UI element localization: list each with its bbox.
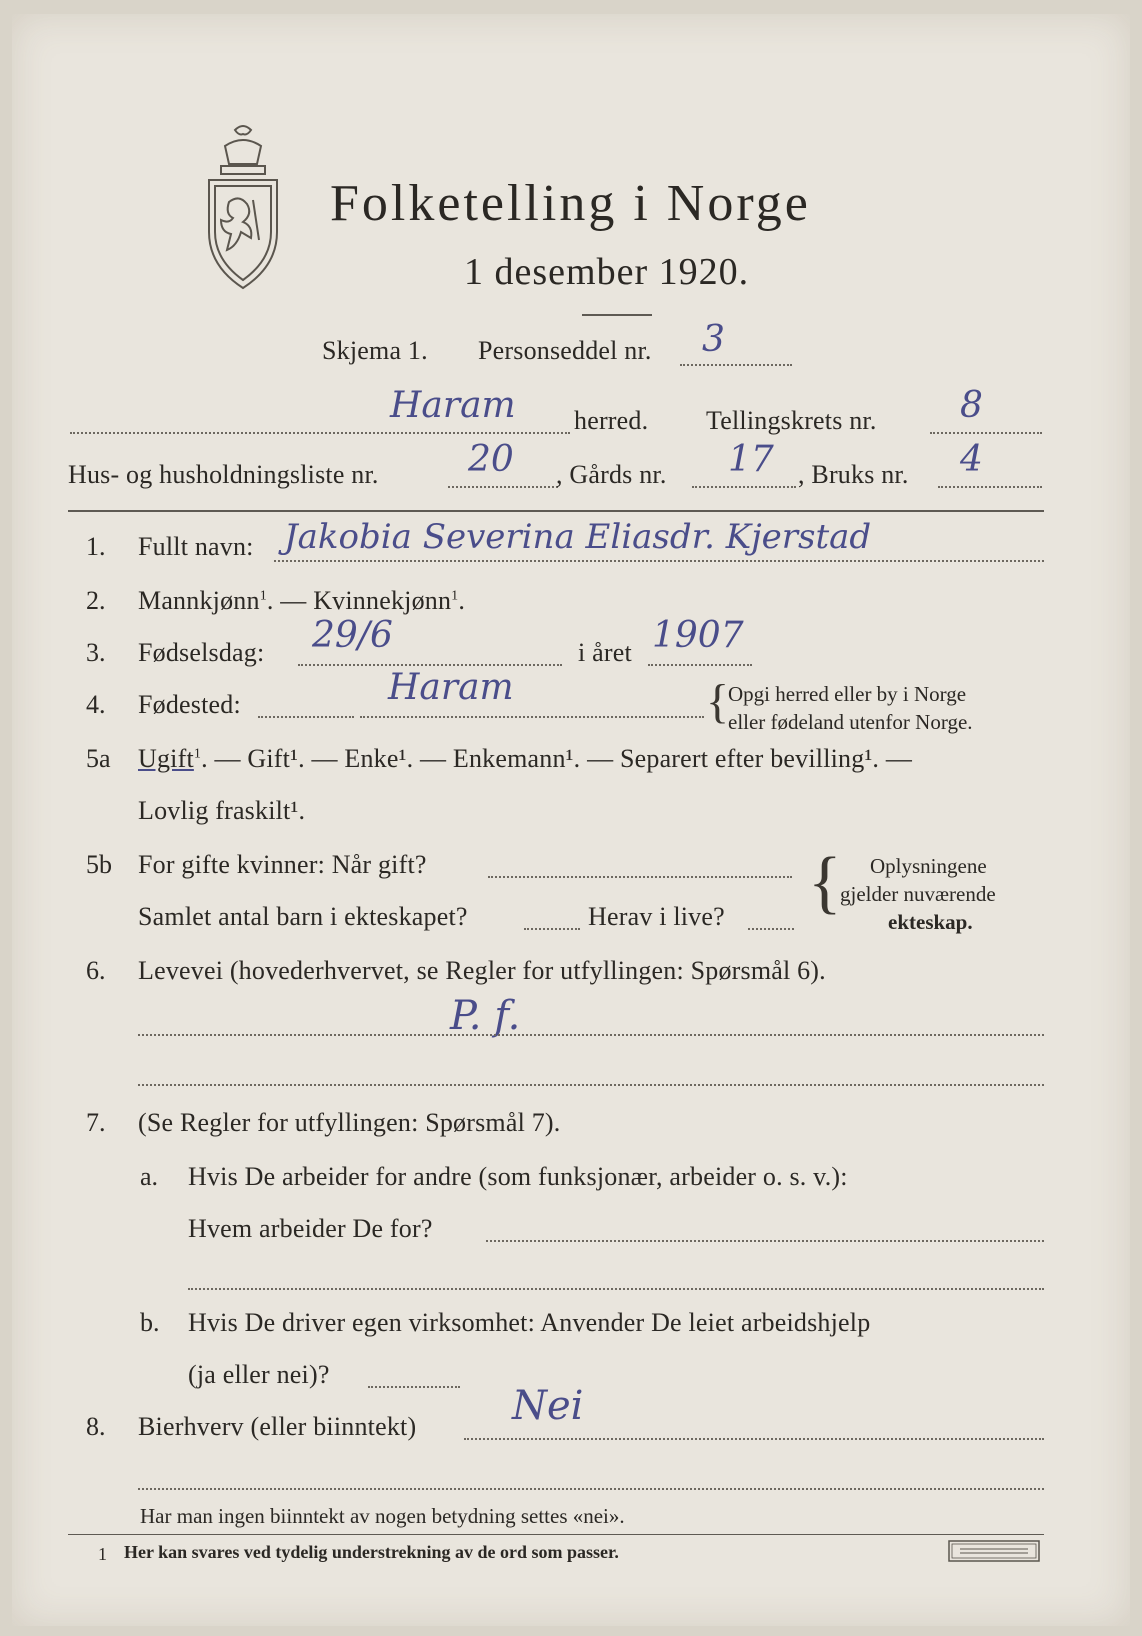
q1-number: 1. (86, 532, 106, 561)
q7a-number: a. (140, 1162, 159, 1191)
ja-eller-nei-label: (ja eller nei)? (188, 1360, 330, 1389)
census-date: 1 desember 1920. (464, 251, 750, 293)
printer-mark-icon (948, 1540, 1040, 1562)
herred-value: Haram (390, 385, 516, 426)
nei-note: Har man ingen biinntekt av nogen betydning settes «nei». (140, 1504, 625, 1528)
q7a-text: Hvis De arbeider for andre (som funksjonær, arbeider o. s. v.): (188, 1162, 848, 1191)
personseddel-label: Personseddel nr. (478, 336, 652, 365)
lovlig-fraskilt-option: Lovlig fraskilt¹. (138, 796, 306, 825)
birth-year-value: 1907 (652, 615, 744, 656)
bruks-value: 4 (960, 439, 983, 480)
q1-label: Fullt navn: (138, 532, 254, 561)
marriage-note-3: ekteskap. (888, 910, 973, 934)
kvinnekjonn-option: Kvinnekjønn (313, 586, 452, 615)
q7-label: (Se Regler for utfyllingen: Spørsmål 7). (138, 1108, 561, 1137)
gards-label: , Gårds nr. (556, 460, 667, 489)
q2-number: 2. (86, 586, 106, 615)
ugift-option-underlined: Ugift (138, 744, 194, 773)
q8-number: 8. (86, 1412, 106, 1441)
q5b-number: 5b (86, 850, 112, 879)
footnote-text: Her kan svares ved tydelig understrekning av de ord som passer. (124, 1542, 619, 1562)
census-form-page: Folketelling i Norge 1 desember 1920. Skjema 1. Personseddel nr. 3 Haram herred. Tellingskrets nr. 8 Hus- og husholdningsliste nr. 20 , Gårds nr. 17 , Bruks nr. 4 1. Fullt navn: Jakobia Severina Eliasdr. Kjerstad 2. Mannkjønn$^1$. — Kvinnekjønn$^1$. 3. Fødselsdag: 29/6 i året 1907 4. Fødested: Haram { Opgi herred eller by i Norge eller fødeland utenfor Norge. 5a Ugift$^1$. — Gift¹. — Enke¹. — Enkemann¹. — Separert efter bevilling¹. — Lovlig fraskilt¹. 5b For gifte kvinner: Når gift? Samlet antal barn i ekteskapet? Herav i live? { Oplysningene gjelder nuværende ekteskap. 6. Levevei (hovederhvervet, se Regler for utfyllingen: Spørsmål 6). P. f. 7. (Se Regler for utfyllingen: Spørsmål 7). a. Hvis De arbeider for andre (som funksjonær, arbeider o. s. v.): Hvem arbeider De for? b. Hvis De driver egen virksomhet: Anvender De leiet arbeidshjelp (ja eller nei)? 8. Bierhverv (eller biinntekt) Nei Har man ingen biinntekt av nogen betydning settes «nei». 1 Her kan svares ved tydelig understrekning av de ord som passer. (12, 14, 1130, 1626)
full-name-value: Jakobia Severina Eliasdr. Kjerstad (284, 517, 872, 557)
q6-number: 6. (86, 956, 106, 985)
year-label: i året (578, 638, 632, 667)
marriage-note-1: Oplysningene (870, 854, 987, 878)
q5a-number: 5a (86, 744, 111, 773)
birthplace-value: Haram (388, 667, 514, 708)
bierhverv-value: Nei (512, 1383, 584, 1429)
personseddel-value: 3 (702, 319, 725, 360)
schema-label: Skjema 1. (322, 336, 428, 365)
form-title: Folketelling i Norge (330, 175, 811, 232)
mannkjonn-option: Mannkjønn (138, 586, 260, 615)
header-divider (582, 314, 652, 316)
levevei-value: P. f. (450, 993, 521, 1039)
footnote-mark: 1 (98, 1544, 107, 1564)
q5a-marital-options: Ugift$^1$. — Gift¹. — Enke¹. — Enkemann¹. — Separert efter bevilling¹. — (138, 744, 913, 773)
bruks-label: , Bruks nr. (798, 460, 909, 489)
bierhverv-label: Bierhverv (eller biinntekt) (138, 1412, 417, 1441)
birthplace-note-1: Opgi herred eller by i Norge (728, 682, 967, 706)
gards-value: 17 (728, 439, 774, 480)
hvem-arbeider-label: Hvem arbeider De for? (188, 1214, 433, 1243)
herred-label: herred. (574, 406, 649, 435)
antal-barn-label: Samlet antal barn i ekteskapet? (138, 902, 468, 931)
q4-label: Fødested: (138, 690, 241, 719)
herav-i-live-label: Herav i live? (588, 902, 725, 931)
q7b-text: Hvis De driver egen virksomhet: Anvender De leiet arbeidshjelp (188, 1308, 871, 1337)
section-divider (68, 510, 1044, 512)
tellingskrets-label: Tellingskrets nr. (706, 406, 877, 435)
birthplace-note-2: eller fødeland utenfor Norge. (728, 710, 973, 734)
q3-label: Fødselsdag: (138, 638, 265, 667)
q7-number: 7. (86, 1108, 106, 1137)
nar-gift-label: For gifte kvinner: Når gift? (138, 850, 427, 879)
q2-gender-options: Mannkjønn$^1$. — Kvinnekjønn$^1$. (138, 586, 466, 615)
levevei-label: Levevei (hovederhvervet, se Regler for utfyllingen: Spørsmål 6). (138, 956, 826, 985)
q3-number: 3. (86, 638, 106, 667)
tellingskrets-value: 8 (960, 385, 983, 426)
husholdningsliste-value: 20 (468, 439, 514, 480)
marriage-note-2: gjelder nuværende (840, 882, 996, 906)
q7b-number: b. (140, 1308, 160, 1337)
husholdningsliste-label: Hus- og husholdningsliste nr. (68, 460, 379, 489)
birthday-value: 29/6 (312, 615, 393, 656)
q4-number: 4. (86, 690, 106, 719)
norwegian-coat-of-arms-icon (195, 122, 291, 294)
